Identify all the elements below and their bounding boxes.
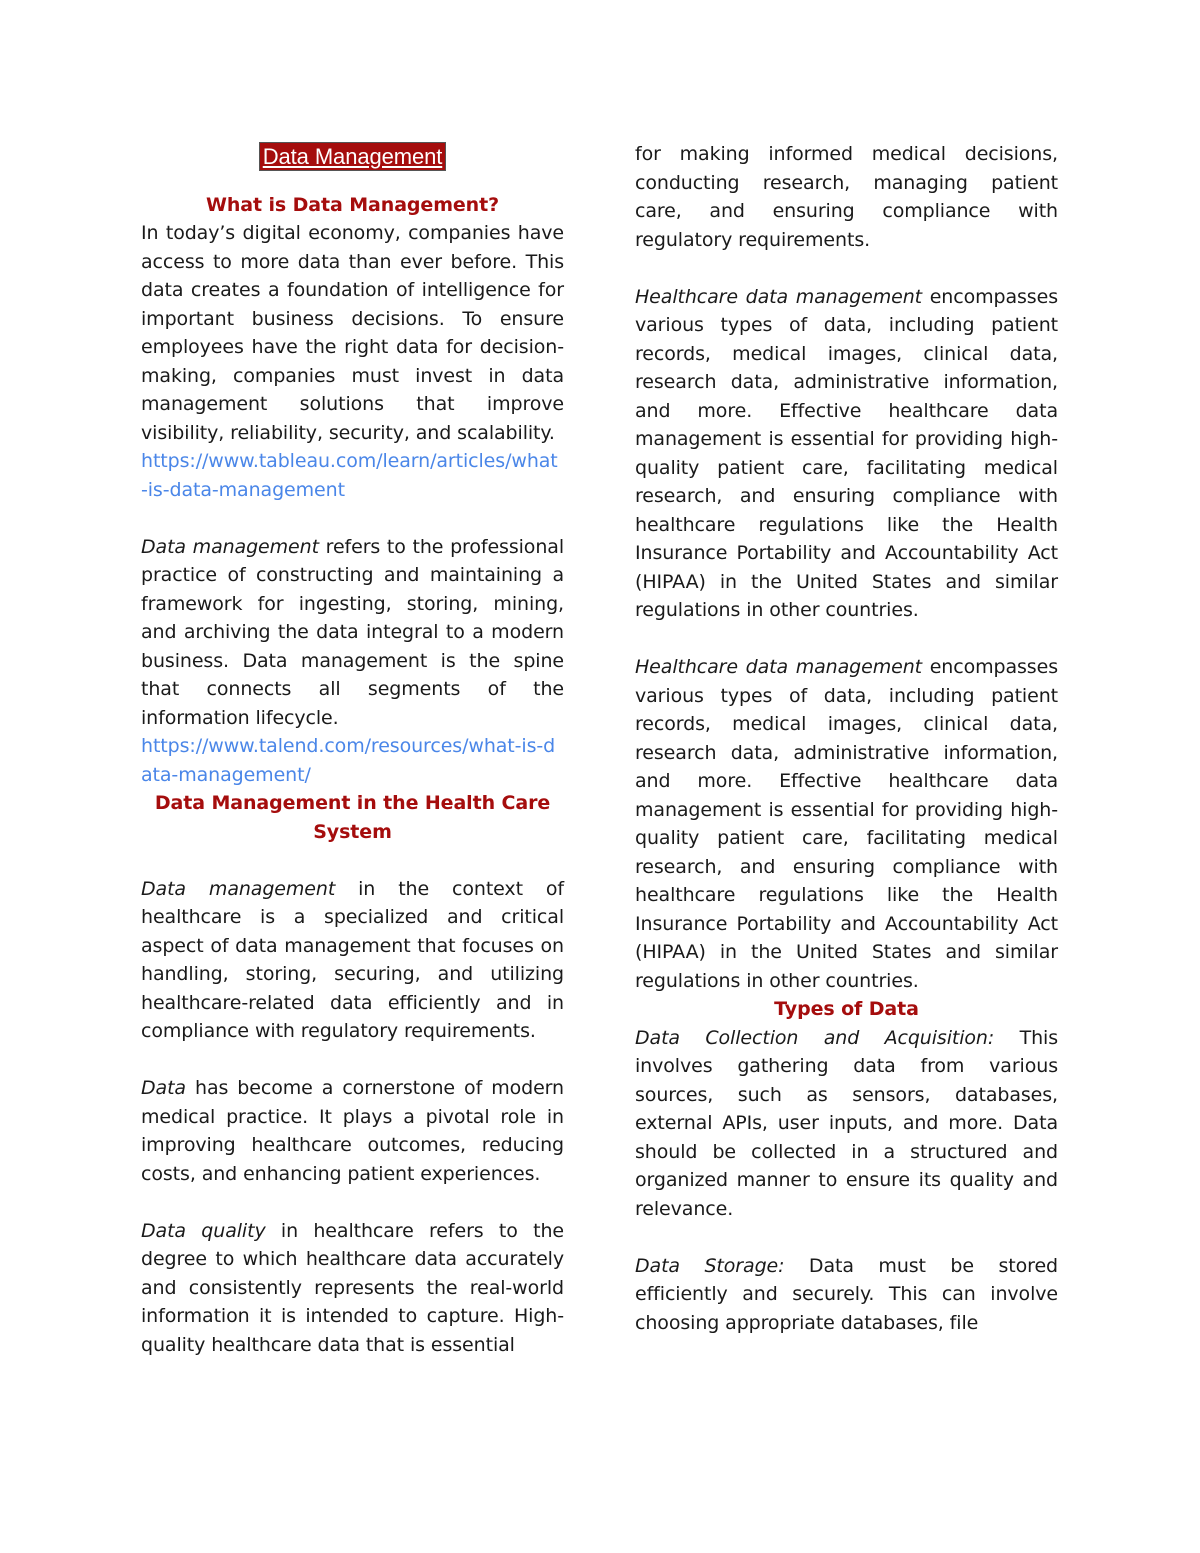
paragraph-definition xyxy=(141,533,564,790)
paragraph-data-collection xyxy=(635,1024,1058,1224)
section-heading-health-care: Data Management in the Health Care System xyxy=(154,792,551,843)
paragraph-intro xyxy=(141,219,564,504)
paragraph-data-quality-text: in healthcare refers to the degree to which healthcare data accurately and consistently represents the real-world information it is intended to capture. High-quality healthcare data that is essential xyxy=(141,1219,564,1356)
document-title-wrapper xyxy=(141,0,564,173)
paragraph-healthcare-dm-2 xyxy=(635,653,1058,995)
paragraph-healthcare-dm-2-text: encompasses various types of data, including patient records, medical images, clinical data, research data, administrative information, and more. Effective healthcare data management is essential for providing high-quality patient care, facilitating medical research, and ensuring compliance with healthcare regulations like the Health Insurance Portability and Accountability Act (HIPAA) in the United States and similar regulations in other countries. xyxy=(635,656,1058,992)
paragraph-healthcare-dm-1 xyxy=(635,283,1058,625)
talend-link[interactable]: https://www.talend.com/resources/what-is-data-management/ xyxy=(141,735,556,786)
paragraph-healthcare-context-term: Data management xyxy=(141,877,336,900)
paragraph-data-collection-term: Data Collection and Acquisition: xyxy=(635,1026,995,1049)
paragraph-healthcare-dm-1-text: encompasses various types of data, including patient records, medical images, clinical data, research data, administrative information, and more. Effective healthcare data management is essential for providing high-quality patient care, facilitating medical research, and ensuring compliance with healthcare regulations like the Health Insurance Portability and Accountability Act (HIPAA) in the United States and similar regulations in other countries. xyxy=(635,285,1058,621)
tableau-link[interactable]: https://www.tableau.com/learn/articles/what-is-data-management xyxy=(141,450,558,501)
left-column xyxy=(141,0,564,1359)
paragraph-data-storage-text: Data must be stored efficiently and securely. This can involve choosing appropriate databases, file xyxy=(635,1254,1058,1334)
paragraph-intro-text: In today’s digital economy, companies have access to more data than ever before. This data creates a foundation of intelligence for important business decisions. To ensure employees have the right data for decision-making, companies must invest in data management solutions that improve visibility, reliability, security, and scalability. xyxy=(141,222,564,444)
paragraph-data-collection-text: This involves gathering data from various sources, such as sensors, databases, external APIs, user inputs, and more. Data should be collected in a structured and organized manner to ensure its quality and relevance. xyxy=(635,1026,1058,1220)
paragraph-data-cornerstone-term: Data xyxy=(141,1077,186,1099)
paragraph-data-quality-term: Data quality xyxy=(141,1219,266,1242)
paragraph-data-cornerstone-text: has become a cornerstone of modern medical practice. It plays a pivotal role in improving healthcare outcomes, reducing costs, and enhancing patient experiences. xyxy=(141,1077,564,1185)
paragraph-data-storage xyxy=(635,1252,1058,1338)
section-heading-what-is-data-management: What is Data Management? xyxy=(205,193,500,216)
paragraph-data-quality xyxy=(141,1217,564,1360)
right-column xyxy=(635,0,1058,1337)
paragraph-data-cornerstone xyxy=(141,1074,564,1188)
paragraph-continuation: for making informed medical decisions, conducting research, managing patient care, and ensuring compliance with regulatory requirements. xyxy=(635,143,1058,251)
paragraph-definition-text: refers to the professional practice of constructing and maintaining a framework for ingesting, storing, mining, and archiving the data integral to a modern business. Data management is the spine that connects all segments of the information lifecycle. xyxy=(141,535,564,729)
paragraph-data-storage-term: Data Storage: xyxy=(635,1254,785,1277)
paragraph-healthcare-context xyxy=(141,875,564,1046)
paragraph-definition-term: Data management xyxy=(141,535,319,558)
paragraph-healthcare-dm-2-term: Healthcare data management xyxy=(635,656,923,678)
paragraph-healthcare-context-text: in the context of healthcare is a specialized and critical aspect of data management that focuses on handling, storing, securing, and utilizing healthcare-related data efficiently and in compliance with regulatory requirements. xyxy=(141,877,564,1042)
paragraph-healthcare-dm-1-term: Healthcare data management xyxy=(635,285,923,308)
section-heading-types-of-data: Types of Data xyxy=(774,998,919,1020)
document-title: Data Management xyxy=(259,142,447,171)
